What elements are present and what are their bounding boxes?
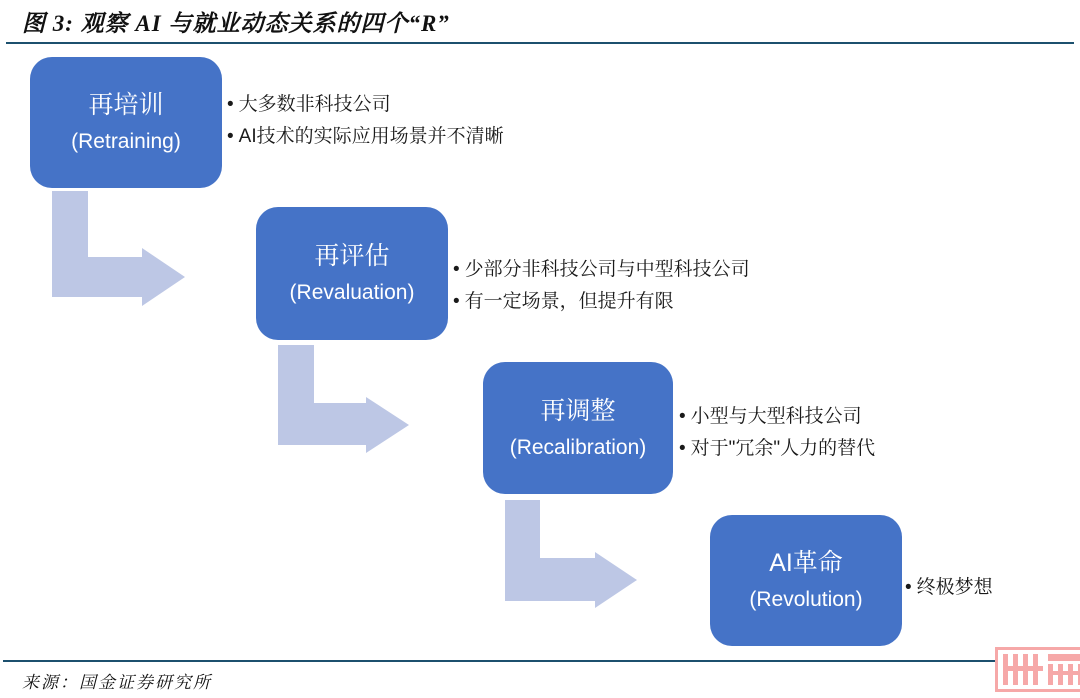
- step-notes-revaluation: [453, 254, 750, 318]
- step-box-revaluation: [256, 207, 448, 340]
- bullet-item: [679, 401, 875, 433]
- step-box-revolution: [710, 515, 902, 646]
- elbow-arrow-2: [278, 345, 409, 453]
- elbow-arrow-1: [52, 191, 185, 306]
- bullet-text: 大多数非科技公司: [238, 94, 391, 115]
- bullet-text: 少部分非科技公司与中型科技公司: [464, 259, 750, 280]
- bullet-item: [905, 572, 993, 604]
- bullet-item: [679, 433, 875, 465]
- bullet-marker: •: [679, 438, 686, 459]
- seal-glyph-left: [1003, 654, 1043, 685]
- step-notes-revolution: [905, 572, 993, 604]
- bullet-text: 有一定场景，但提升有限: [464, 291, 674, 312]
- step-title: AI革命: [769, 549, 843, 577]
- bullet-marker: •: [453, 291, 460, 312]
- step-subtitle: (Revaluation): [289, 281, 415, 304]
- bullet-item: [453, 254, 750, 286]
- bullet-text: 终极梦想: [916, 577, 993, 598]
- bullet-marker: •: [453, 259, 460, 280]
- step-box-retraining: [30, 57, 222, 188]
- source-note: 来源：国金证券研究所: [22, 673, 212, 692]
- step-subtitle: (Recalibration): [509, 435, 647, 459]
- bullet-text: AI技术的实际应用场景并不清晰: [238, 126, 504, 147]
- bullet-marker: •: [905, 577, 912, 598]
- step-subtitle: (Revolution): [749, 588, 863, 611]
- bullet-text: 小型与大型科技公司: [690, 406, 862, 427]
- step-title: 再调整: [540, 396, 616, 425]
- seal-glyph-right: [1048, 654, 1080, 685]
- step-box-recalibration: [483, 362, 673, 494]
- step-subtitle: (Retraining): [71, 130, 181, 153]
- step-title: 再评估: [314, 242, 390, 270]
- elbow-arrow-3: [505, 500, 637, 608]
- bullet-item: [227, 89, 504, 121]
- bullet-text: 对于"冗余"人力的替代: [690, 438, 876, 459]
- bullet-marker: •: [227, 126, 234, 147]
- step-notes-retraining: [227, 89, 504, 153]
- figure-title: 图 3: 观察 AI 与就业动态关系的四个“R”: [22, 11, 450, 36]
- footer-divider: [3, 660, 1080, 662]
- watermark-seal-icon: [995, 647, 1080, 692]
- bullet-item: [453, 286, 750, 318]
- bullet-marker: •: [679, 406, 686, 427]
- bullet-marker: •: [227, 94, 234, 115]
- step-title: 再培训: [88, 91, 164, 119]
- step-notes-recalibration: [679, 401, 875, 465]
- bullet-item: [227, 121, 504, 153]
